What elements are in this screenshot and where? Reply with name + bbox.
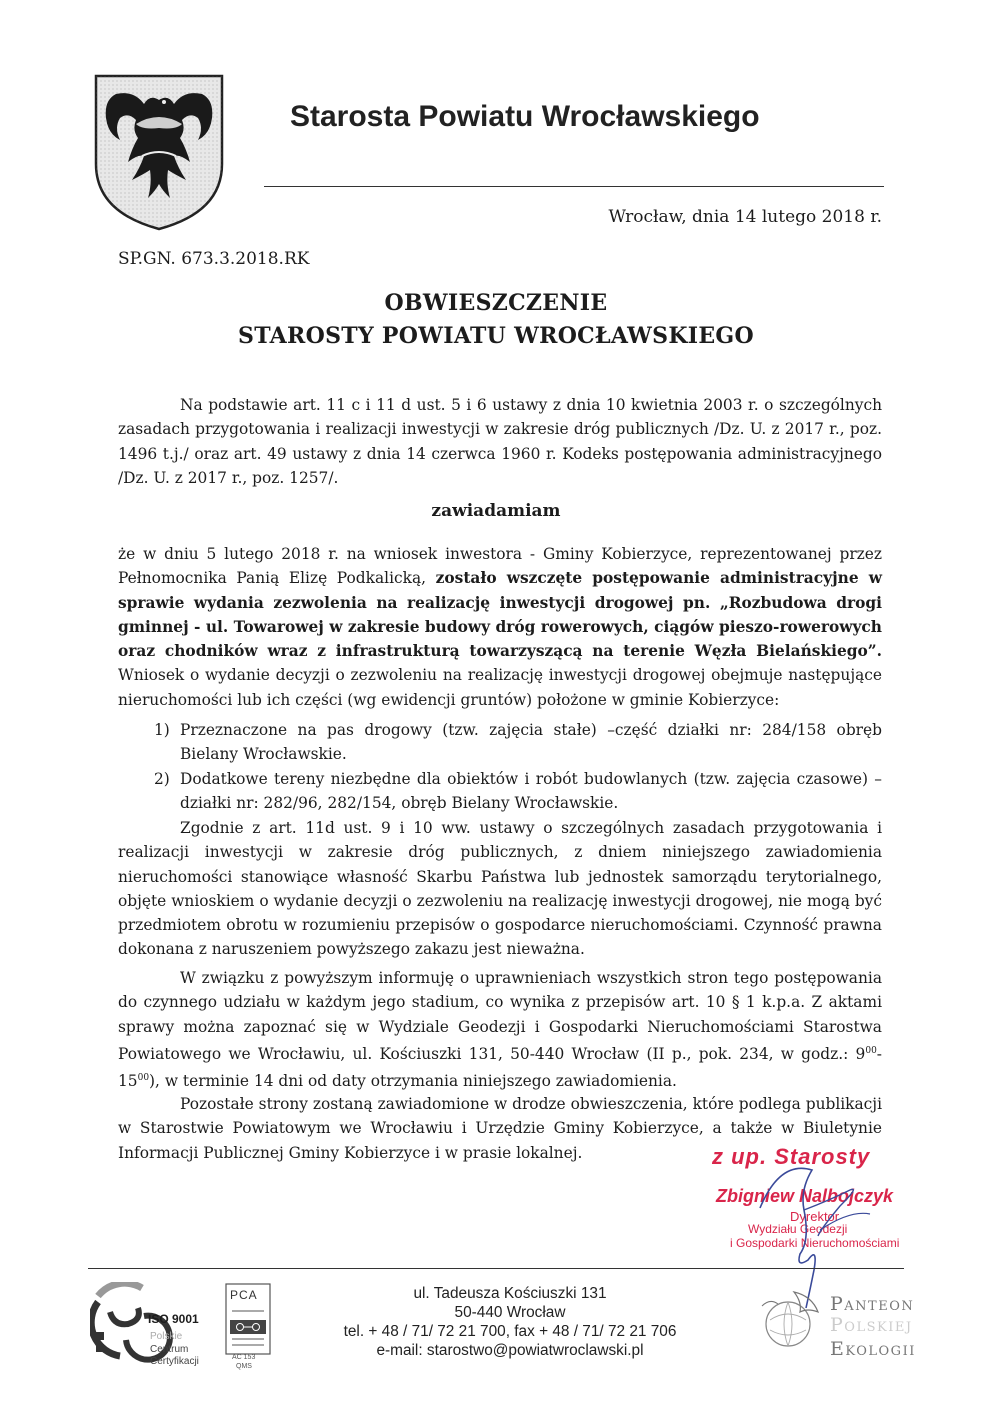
rights-text-b: ), w terminie 14 dni od daty otrzymania niniejszego zawiadomienia. (149, 1072, 677, 1091)
list-item (118, 718, 882, 767)
publication-paragraph: Pozostałe strony zostaną zawiadomione w drodze obwieszczenia, które podlega publikacji w Starostwie Powiatowym we Wrocławiu i Urzędzie Gminy Kobierzyce, a także w Biuletynie Informacji Publicznej Gminy Kobierzyce i w prasie lokalnej. (118, 1095, 882, 1162)
pca-label: PCA (230, 1288, 258, 1302)
rights-info-paragraph (118, 966, 882, 1093)
footer-email: e-mail: starostwo@powiatwroclawski.pl (376, 1342, 644, 1359)
panteon-word-1: PANTEON (830, 1293, 915, 1315)
panteon-ecology-logo-icon (756, 1286, 828, 1358)
panteon-word-3: EKOLOGII (830, 1338, 916, 1360)
stamp-name: Zbigniew Nalbojczyk (716, 1186, 894, 1206)
stamp-department-line1: Wydziału Geodezji (748, 1222, 848, 1236)
iso-subtext: Centrum (150, 1344, 189, 1355)
footer-phone-fax: tel. + 48 / 71/ 72 21 700, fax + 48 / 71/ 72 21 706 (343, 1323, 677, 1340)
rights-text-mid: -15 (118, 1044, 882, 1091)
body-text-part2: Wniosek o wydanie decyzji o zezwoleniu na realizację inwestycji drogowej obejmuje następujące nieruchomości lub ich części (wg ewidencji gruntów) położone w gminie Kobierzyce: (118, 666, 882, 709)
body-text-part1: że w dniu 5 lutego 2018 r. na wniosek inwestora - Gminy Kobierzyce, reprezentowanej przez Pełnomocnika Panią Elizę Podkalicką, (118, 545, 882, 588)
place-date: Wrocław, dnia 14 lutego 2018 r. (608, 207, 882, 227)
document-subtitle: STAROSTY POWIATU WROCŁAWSKIEGO (238, 323, 754, 349)
rights-text-a: W związku z powyższym informuję o uprawnieniach wszystkich stron tego postępowania do czynnego udziału w każdym jego stadium, co wynika z przepisów art. 10 § 1 k.p.a. Z aktami sprawy można zapoznać się w Wydziale Geodezji i Gospodarki Nieruchomościami Starostwa Powiatowego we Wrocławiu, ul. Kościuszki 131, 50-440 Wrocław (II p., pok. 234, w godz.: 9 (118, 969, 882, 1063)
reference-number: SP.GN. 673.3.2018.RK (118, 249, 310, 269)
list-item-number: 2) (154, 769, 170, 788)
pca-ac-code: AC 153 (232, 1354, 256, 1361)
header-divider (264, 186, 884, 187)
iso-subtext: Certyfikacji (150, 1356, 199, 1367)
eagle-crest-icon (92, 72, 226, 232)
iso-subtext: Polskie (150, 1331, 183, 1342)
stamp-role: Dyrektor (790, 1209, 840, 1224)
announce-heading: zawiadamiam (431, 501, 561, 521)
list-item-number: 1) (154, 721, 170, 739)
iso-label: ISO 9001 (148, 1312, 199, 1326)
body-paragraph (118, 542, 882, 712)
footer-divider (88, 1268, 904, 1269)
list-item (118, 767, 882, 816)
office-title: Starosta Powiatu Wrocławskiego (290, 100, 760, 133)
footer-address-street: ul. Tadeusza Kościuszki 131 (413, 1285, 607, 1302)
hours-sup-end: 00 (137, 1073, 150, 1084)
stamp-authority-line: z up. Starosty (712, 1144, 871, 1169)
document-title: OBWIESZCZENIE (384, 290, 608, 316)
stamp-department-line2: i Gospodarki Nieruchomościami (730, 1236, 900, 1250)
parcel-list (118, 718, 882, 815)
pca-qms-code: QMS (236, 1363, 252, 1370)
intro-paragraph: Na podstawie art. 11 c i 11 d ust. 5 i 6 ustawy z dnia 10 kwietnia 2003 r. o szczególnych zasadach przygotowania i realizacji inwestycji w zakresie dróg publicznych /Dz. U. z 2017 r., poz. 1496 t.j./ oraz art. 49 ustawy z dnia 14 czerwca 1960 r. Kodeks postępowania administracyjnego /Dz. U. z 2017 r., poz. 1257/. (118, 396, 882, 487)
legal-restriction-paragraph: Zgodnie z art. 11d ust. 9 i 10 ww. ustawy o szczególnych zasadach przygotowania i realizacji inwestycji w zakresie dróg publicznych, z dniem niniejszego zawiadomienia nieruchomości stanowiące własność Skarbu Państwa lub jednostek samorządu terytorialnego, objęte wnioskiem o wydanie decyzji o zezwoleniu na realizację inwestycji drogowej, nie mogą być przedmiotem obrotu w rozumieniu przepisów o gospodarce nieruchomościami. Czynność prawna dokonana z naruszeniem powyższego zakazu jest nieważna. (118, 819, 882, 959)
list-item-text: Dodatkowe tereny niezbędne dla obiektów i robót budowlanych (tzw. zajęcia czasowe) – działki nr: 282/96, 282/154, obręb Bielany Wrocławskie. (180, 769, 882, 812)
body-text-bold: zostało wszczęte postępowanie administracyjne w sprawie wydania zezwolenia na realizację inwestycji drogowej pn. „Rozbudowa drogi gminnej - ul. Towarowej w zakresie budowy dróg rowerowych, ciągów pieszo-rowerowych oraz chodników wraz z infrastrukturą towarzyszącą na terenie Węzła Bielańskiego”. (118, 569, 882, 661)
hours-sup-start: 00 (865, 1045, 877, 1056)
list-item-text: Przeznaczone na pas drogowy (tzw. zajęcia stałe) –część działki nr: 284/158 obręb Bielany Wrocławskie. (180, 721, 882, 764)
footer-address-city: 50-440 Wrocław (454, 1304, 566, 1321)
panteon-word-2: POLSKIEJ (830, 1314, 913, 1336)
